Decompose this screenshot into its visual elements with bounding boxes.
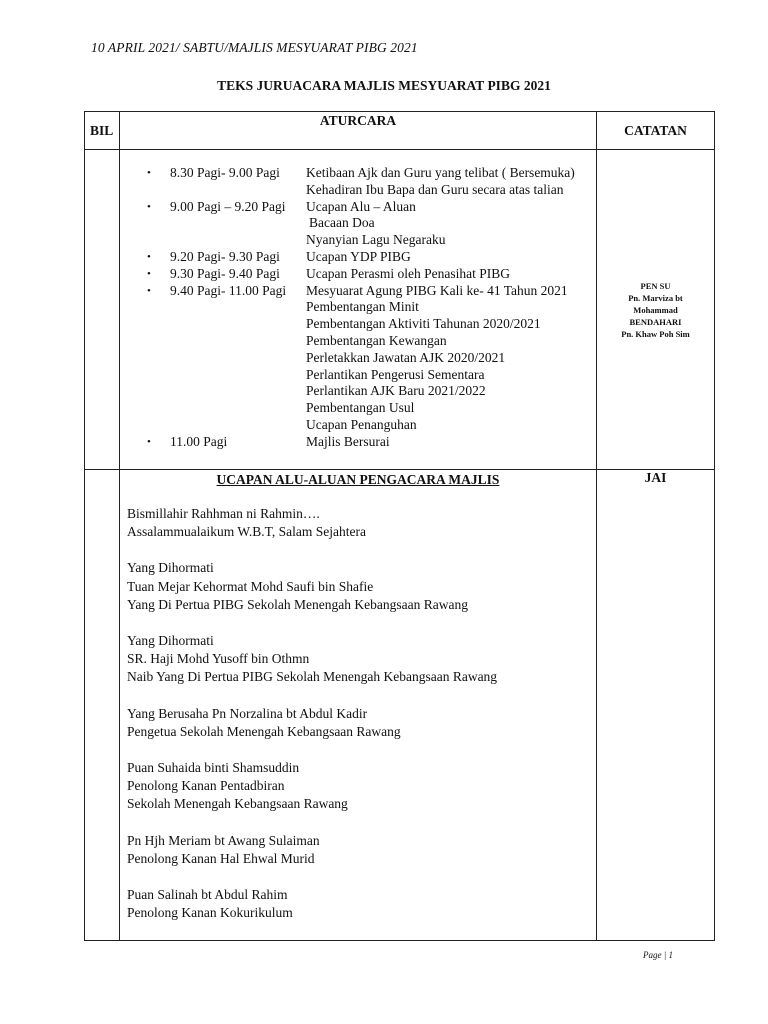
schedule-activity: Ucapan Penanguhan <box>306 416 417 432</box>
schedule-row <box>85 150 715 470</box>
schedule-activity: Pembentangan Kewangan <box>306 332 447 348</box>
speech-block <box>127 632 596 687</box>
schedule-item <box>120 266 596 283</box>
speech-block <box>127 705 596 741</box>
speech-line: Yang Di Pertua PIBG Sekolah Menengah Kebangsaan Rawang <box>127 596 468 612</box>
page-number: Page | 1 <box>643 950 673 960</box>
schedule-time: 9.40 Pagi- 11.00 Pagi <box>170 282 287 298</box>
bullet-icon: • <box>147 284 151 297</box>
schedule-activity: Ucapan Alu – Aluan <box>306 198 416 214</box>
schedule-item <box>120 199 596 249</box>
schedule-activity: Bacaan Doa <box>309 215 375 231</box>
schedule-activity: Pembentangan Minit <box>306 299 419 315</box>
speech-line: Pengetua Sekolah Menengah Kebangsaan Rawang <box>127 723 401 739</box>
schedule-time: 9.30 Pagi- 9.40 Pagi <box>170 265 280 281</box>
schedule-activity: Ketibaan Ajk dan Guru yang telibat ( Bersemuka) <box>306 165 575 180</box>
speech-cell <box>120 470 597 941</box>
schedule-bil-cell <box>85 150 120 470</box>
speech-line: Sekolah Menengah Kebangsaan Rawang <box>127 796 348 812</box>
speech-line: Puan Suhaida binti Shamsuddin <box>127 760 300 776</box>
schedule-cell <box>120 150 597 470</box>
bullet-icon: • <box>147 267 151 280</box>
speech-bil-cell <box>85 470 120 941</box>
column-header-catatan: CATATAN <box>597 112 715 150</box>
speech-body <box>120 505 596 922</box>
speech-line: Yang Dihormati <box>127 633 214 649</box>
speech-line: Penolong Kanan Pentadbiran <box>127 778 285 794</box>
speech-line: Yang Berusaha Pn Norzalina bt Abdul Kadir <box>127 705 368 721</box>
schedule-activity: Nyanyian Lagu Negaraku <box>306 232 446 248</box>
schedule-activity: Majlis Bersurai <box>306 433 390 449</box>
schedule-activity: Ucapan YDP PIBG <box>306 248 411 264</box>
schedule-list <box>120 150 596 451</box>
speech-line: Penolong Kanan Hal Ehwal Murid <box>127 850 315 866</box>
note-line: Pn. Khaw Poh Sim <box>621 328 690 339</box>
bullet-icon: • <box>147 435 151 448</box>
schedule-time: 8.30 Pagi- 9.00 Pagi <box>170 165 280 180</box>
schedule-activity: Perlantikan Pengerusi Sementara <box>306 366 485 382</box>
speech-block <box>127 886 596 922</box>
bullet-icon: • <box>147 200 151 213</box>
note-line: Pn. Marviza bt <box>628 292 683 303</box>
schedule-activity: Perletakkan Jawatan AJK 2020/2021 <box>306 349 506 365</box>
speech-line: Pn Hjh Meriam bt Awang Sulaiman <box>127 832 320 848</box>
schedule-activities <box>306 199 596 249</box>
speech-note: JAI <box>597 470 715 941</box>
bullet-icon: • <box>147 250 151 263</box>
schedule-time: 9.00 Pagi – 9.20 Pagi <box>170 198 286 214</box>
schedule-notes <box>597 280 714 340</box>
speech-line: Assalammualaikum W.B.T, Salam Sejahtera <box>127 524 366 540</box>
column-header-aturcara: ATURCARA <box>120 112 597 150</box>
schedule-item <box>120 249 596 266</box>
speech-line: Yang Dihormati <box>127 560 214 576</box>
schedule-activity: Perlantikan AJK Baru 2021/2022 <box>306 383 486 399</box>
schedule-item <box>120 165 596 199</box>
note-line: BENDAHARI <box>629 316 682 327</box>
schedule-activities <box>306 283 596 434</box>
speech-line: Bismillahir Rahhman ni Rahmin…. <box>127 506 320 521</box>
bullet-icon: • <box>147 167 151 179</box>
speech-line: Naib Yang Di Pertua PIBG Sekolah Menengah Kebangsaan Rawang <box>127 669 498 685</box>
speech-line: Tuan Mejar Kehormat Mohd Saufi bin Shafie <box>127 578 374 594</box>
speech-line: SR. Haji Mohd Yusoff bin Othmn <box>127 651 310 667</box>
schedule-activity: Pembentangan Usul <box>306 400 415 416</box>
schedule-item <box>120 283 596 434</box>
schedule-notes-cell <box>597 150 715 470</box>
document-title: TEKS JURUACARA MAJLIS MESYUARAT PIBG 2021 <box>217 78 551 93</box>
speech-block <box>127 505 596 541</box>
speech-block <box>127 832 596 868</box>
speech-line: Penolong Kanan Kokurikulum <box>127 905 293 921</box>
column-header-bil: BIL <box>85 112 120 150</box>
schedule-activity: Kehadiran Ibu Bapa dan Guru secara atas talian <box>306 181 564 197</box>
schedule-activity: Mesyuarat Agung PIBG Kali ke- 41 Tahun 2021 <box>306 282 568 298</box>
schedule-time: 11.00 Pagi <box>170 433 228 449</box>
speech-block <box>127 559 596 614</box>
schedule-activities <box>306 249 596 266</box>
note-line: PEN SU <box>640 280 671 291</box>
speech-line: Puan Salinah bt Abdul Rahim <box>127 887 288 903</box>
schedule-activities <box>306 266 596 283</box>
note-line: Mohammad <box>633 304 678 315</box>
schedule-activity: Ucapan Perasmi oleh Penasihat PIBG <box>306 265 510 281</box>
speech-title: UCAPAN ALU-ALUAN PENGACARA MAJLIS <box>216 472 500 487</box>
table-header-row <box>85 112 715 150</box>
document-header-line: 10 APRIL 2021/ SABTU/MAJLIS MESYUARAT PIBG 2021 <box>91 40 418 55</box>
speech-row <box>85 470 715 941</box>
schedule-activity: Pembentangan Aktiviti Tahunan 2020/2021 <box>306 316 541 332</box>
schedule-item <box>120 434 596 451</box>
schedule-activities <box>306 434 596 451</box>
schedule-time: 9.20 Pagi- 9.30 Pagi <box>170 248 280 264</box>
speech-block <box>127 759 596 814</box>
program-table <box>84 111 715 941</box>
schedule-activities <box>306 165 596 199</box>
